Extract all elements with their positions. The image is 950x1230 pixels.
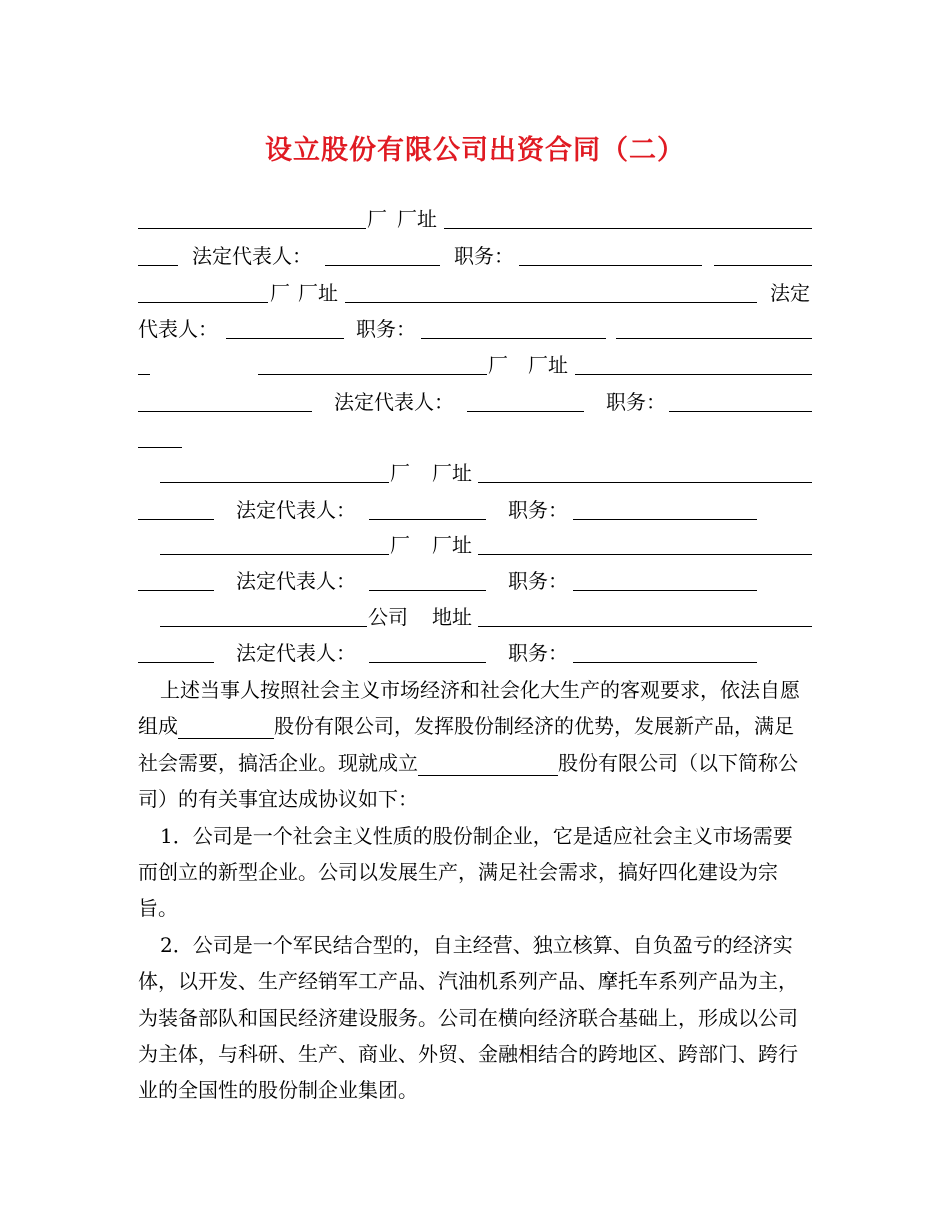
blank-party-2-position bbox=[421, 338, 606, 339]
blank-party-6-address bbox=[478, 626, 812, 627]
party-4-line-1 bbox=[138, 455, 812, 491]
label-position: 职务： bbox=[606, 390, 666, 414]
blank-party-1-address bbox=[444, 228, 812, 229]
party-6-line-1 bbox=[138, 599, 812, 635]
label-legal-rep: 法定代表人： bbox=[192, 244, 312, 268]
label-address: 厂址 bbox=[528, 353, 568, 377]
label-factory: 厂 bbox=[367, 207, 387, 231]
party-1-line-1 bbox=[138, 201, 812, 237]
blank-party-2-address bbox=[345, 302, 757, 303]
label-address: 厂址 bbox=[298, 281, 338, 305]
party-1-line-2 bbox=[138, 238, 812, 274]
party-3-line-1 bbox=[138, 347, 812, 383]
clause-2-text: 2．公司是一个军民结合型的，自主经营、独立核算、自负盈亏的经济实体，以开发、生产经销军工产品、汽油机系列产品、摩托车系列产品为主，为装备部队和国民经济建设服务。公司在横向经济联合基础上，形成以公司为主体，与科研、生产、商业、外贸、金融相结合的跨地区、跨部门、跨行业的全国性的股份制企业集团。 bbox=[138, 932, 798, 1103]
blank-party-2-name-cont bbox=[138, 302, 268, 303]
blank-party-5-position bbox=[573, 590, 757, 591]
blank-party-3-name-b bbox=[258, 374, 487, 375]
intro-text-3: 股份有限公司（以下简称公司）的有关事宜达成协议如下： bbox=[138, 750, 798, 812]
label-position: 职务： bbox=[508, 498, 568, 522]
blank-party-6-position bbox=[573, 662, 757, 663]
party-4-line-2 bbox=[138, 492, 812, 528]
blank-party-2-name bbox=[714, 265, 812, 266]
intro-text-1: 上述当事人按照社会主义市场经济和社会化大生产的客观要求，依法自愿组成 bbox=[138, 678, 800, 739]
contract-body bbox=[138, 672, 812, 1109]
document-title: 设立股份有限公司出资合同（二） bbox=[265, 135, 685, 166]
blank-party-1-position bbox=[519, 265, 702, 266]
intro-paragraph bbox=[138, 672, 812, 818]
intro-text-2: 股份有限公司，发挥股份制经济的优势，发展新产品，满足社会需要，搞活企业。现就成立 bbox=[138, 714, 794, 775]
blank-party-3-name bbox=[616, 338, 812, 339]
blank-party-3-address bbox=[575, 374, 812, 375]
blank-party-3-name-cont bbox=[138, 374, 150, 375]
label-factory: 厂 bbox=[270, 281, 290, 305]
party-2-line-2 bbox=[138, 311, 812, 347]
party-2-line-1 bbox=[138, 275, 812, 311]
party-3-line-2 bbox=[138, 384, 812, 420]
label-position: 职务： bbox=[454, 244, 514, 268]
clause-2 bbox=[138, 927, 812, 1109]
blank-party-3-legal-rep bbox=[467, 411, 584, 412]
party-5-line-2 bbox=[138, 563, 812, 599]
party-5-line-1 bbox=[138, 527, 812, 563]
label-position: 职务： bbox=[508, 641, 568, 665]
label-address: 厂址 bbox=[432, 461, 472, 485]
blank-party-5-address-cont bbox=[138, 590, 214, 591]
clause-1 bbox=[138, 818, 812, 927]
blank-party-5-address bbox=[478, 554, 812, 555]
party-6-line-2 bbox=[138, 635, 812, 671]
blank-party-4-position bbox=[573, 519, 757, 520]
blank-party-1-name bbox=[138, 228, 366, 229]
blank-party-5-legal-rep bbox=[369, 590, 486, 591]
label-legal-rep: 法定代表人： bbox=[236, 569, 356, 593]
blank-company-name-2 bbox=[418, 751, 558, 776]
blank-party-4-address bbox=[478, 482, 812, 483]
label-factory: 厂 bbox=[488, 353, 508, 377]
label-address-company: 地址 bbox=[432, 605, 472, 629]
label-position: 职务： bbox=[508, 569, 568, 593]
blank-party-2-legal-rep bbox=[226, 338, 344, 339]
blank-party-1-legal-rep bbox=[325, 265, 440, 266]
label-legal-rep-a: 法定 bbox=[770, 281, 810, 305]
blank-party-3-position-cont bbox=[138, 447, 182, 448]
blank-party-5-name bbox=[160, 554, 389, 555]
blank-party-4-legal-rep bbox=[369, 519, 486, 520]
blank-party-4-name bbox=[160, 482, 389, 483]
label-factory: 厂 bbox=[390, 533, 410, 557]
label-legal-rep-b: 代表人： bbox=[138, 317, 218, 341]
label-company: 公司 bbox=[368, 605, 408, 629]
clause-1-text: 1．公司是一个社会主义性质的股份制企业，它是适应社会主义市场需要而创立的新型企业。公司以发展生产，满足社会需求，搞好四化建设为宗旨。 bbox=[138, 823, 793, 921]
blank-party-6-address-cont bbox=[138, 662, 214, 663]
label-legal-rep: 法定代表人： bbox=[236, 498, 356, 522]
label-factory: 厂 bbox=[390, 461, 410, 485]
blank-party-3-position bbox=[669, 411, 812, 412]
blank-party-6-name bbox=[160, 626, 367, 627]
label-address: 厂址 bbox=[397, 207, 437, 231]
blank-company-name-1 bbox=[178, 714, 274, 739]
label-address: 厂址 bbox=[432, 533, 472, 557]
blank-party-4-address-cont bbox=[138, 519, 214, 520]
blank-party-3-address-cont bbox=[138, 411, 312, 412]
party-3-line-3 bbox=[138, 420, 812, 456]
blank-party-1-address-cont bbox=[138, 265, 178, 266]
blank-party-6-legal-rep bbox=[369, 662, 486, 663]
label-legal-rep: 法定代表人： bbox=[236, 641, 356, 665]
label-position: 职务： bbox=[356, 317, 416, 341]
label-legal-rep: 法定代表人： bbox=[334, 390, 454, 414]
